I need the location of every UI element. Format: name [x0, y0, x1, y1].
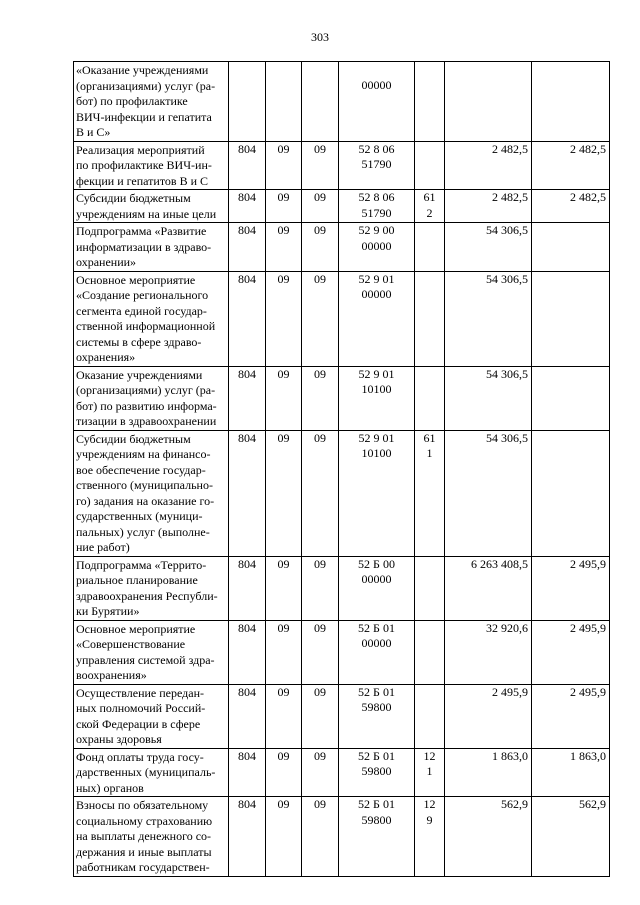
section-code-cell-value: 09 — [277, 223, 290, 237]
subsection-code-cell-value: 09 — [314, 271, 326, 286]
amount-total-cell-value: 1 863,0 — [492, 748, 528, 763]
row-name-line: го) задания на оказание го- — [76, 493, 215, 508]
subsection-code-cell — [302, 271, 339, 366]
amount-federal-cell — [532, 620, 610, 684]
subsection-code-cell-value: 09 — [314, 748, 326, 763]
expense-type-cell — [415, 748, 445, 797]
amount-total-cell — [445, 271, 532, 366]
table-row — [74, 430, 610, 556]
row-name-line: социальному страхованию — [76, 813, 213, 828]
section-code-cell — [266, 556, 302, 620]
row-name-cell — [74, 366, 229, 430]
target-article-cell — [339, 141, 415, 190]
ministry-code-cell-value: 804 — [238, 271, 256, 286]
section-code-cell-value: 09 — [277, 366, 290, 381]
table-row — [74, 141, 610, 190]
row-name-line: учреждениям на финансо- — [76, 447, 211, 461]
row-name-line: сегмента единой государ- — [76, 303, 207, 318]
row-name-line: охранении» — [76, 255, 137, 269]
target-article-line: 00000 — [361, 572, 392, 586]
ministry-code-cell-value: 804 — [238, 620, 256, 635]
target-article-line: 59800 — [361, 812, 392, 827]
section-code-cell — [266, 141, 302, 190]
subsection-code-cell — [302, 141, 339, 190]
row-name-line: учреждениям на иные цели — [76, 206, 217, 221]
section-code-cell-value: 09 — [277, 430, 290, 445]
row-name-line: Осуществление передан- — [76, 685, 205, 700]
subsection-code-cell — [302, 797, 339, 877]
row-name-line: (организациями) услуг (ра- — [76, 383, 216, 397]
target-article-line: 52 9 01 — [358, 366, 395, 381]
ministry-code-cell — [229, 366, 266, 430]
row-name-line: Подпрограмма «Террито- — [76, 557, 207, 572]
section-code-cell — [266, 684, 302, 748]
row-name-line: ных) органов — [76, 780, 144, 795]
subsection-code-cell — [302, 430, 339, 556]
row-name-line: ственной информационной — [76, 319, 216, 333]
target-article-cell — [339, 62, 415, 142]
row-name-line: тизации в здравоохранении — [76, 414, 217, 428]
row-name-line: управления системой здра- — [76, 652, 215, 667]
subsection-code-cell-value: 09 — [314, 141, 326, 156]
row-name-line: ВИЧ-инфекции и гепатита — [76, 109, 212, 124]
amount-total-cell-value: 6 263 408,5 — [471, 556, 528, 571]
row-name-line: Субсидии бюджетным — [76, 191, 191, 205]
row-name-line: информатизации в здраво- — [76, 239, 212, 254]
section-code-cell-value: 09 — [277, 748, 290, 763]
amount-total-cell-value: 2 482,5 — [492, 141, 528, 156]
amount-federal-cell — [532, 271, 610, 366]
amount-federal-cell — [532, 556, 610, 620]
section-code-cell-value: 09 — [277, 797, 290, 811]
expense-type-cell — [415, 620, 445, 684]
target-article-line: 52 8 06 — [358, 141, 395, 156]
amount-total-cell-value: 32 920,6 — [486, 620, 528, 635]
section-code-cell — [266, 190, 302, 223]
table-row — [74, 684, 610, 748]
target-article-line: 10100 — [361, 382, 392, 396]
amount-federal-cell — [532, 748, 610, 797]
subsection-code-cell-value: 09 — [314, 797, 326, 811]
expense-type-cell — [415, 271, 445, 366]
subsection-code-cell — [302, 190, 339, 223]
amount-federal-cell — [532, 684, 610, 748]
target-article-cell — [339, 748, 415, 797]
subsection-code-cell-value: 09 — [314, 430, 326, 445]
expense-type-cell — [415, 797, 445, 877]
ministry-code-cell-value: 804 — [238, 748, 256, 763]
table-row — [74, 748, 610, 797]
subsection-code-cell — [302, 223, 339, 272]
subsection-code-cell-value: 09 — [314, 556, 326, 571]
row-name-line: бот) по профилактике — [76, 94, 188, 108]
subsection-code-cell — [302, 620, 339, 684]
row-name-line: ных полномочий Россий- — [76, 701, 206, 715]
subsection-code-cell — [302, 684, 339, 748]
row-name-line: «Совершенствование — [76, 637, 186, 651]
row-name-line: Основное мероприятие — [76, 272, 196, 287]
table-row — [74, 62, 610, 142]
section-code-cell — [266, 430, 302, 556]
target-article-cell — [339, 190, 415, 223]
target-article-line: 52 9 00 — [358, 223, 395, 237]
row-name-cell — [74, 190, 229, 223]
target-article-line: 52 Б 00 — [358, 556, 395, 571]
row-name-line: Фонд оплаты труда госу- — [76, 749, 204, 764]
target-article-line: 52 8 06 — [358, 190, 395, 204]
target-article-line: 00000 — [361, 77, 392, 92]
target-article-line: 00000 — [361, 287, 392, 301]
ministry-code-cell — [229, 223, 266, 272]
table-row — [74, 366, 610, 430]
target-article-line: 00000 — [361, 636, 392, 650]
row-name-cell — [74, 556, 229, 620]
row-name-cell — [74, 271, 229, 366]
row-name-cell — [74, 797, 229, 877]
expense-type-line: 2 — [426, 205, 433, 220]
target-article-line: 51790 — [361, 205, 392, 220]
row-name-line: здравоохранения Республи- — [76, 588, 218, 603]
amount-federal-cell — [532, 430, 610, 556]
row-name-line: воохранения» — [76, 668, 147, 682]
section-code-cell — [266, 620, 302, 684]
amount-federal-cell — [532, 62, 610, 142]
expense-type-line: 12 — [423, 797, 436, 811]
amount-federal-cell — [532, 190, 610, 223]
ministry-code-cell — [229, 62, 266, 142]
amount-total-cell — [445, 684, 532, 748]
expense-type-cell — [415, 62, 445, 142]
amount-federal-cell — [532, 223, 610, 272]
target-article-line — [341, 62, 412, 78]
target-article-line: 59800 — [361, 700, 392, 714]
page-number: 303 — [311, 30, 329, 44]
target-article-cell — [339, 620, 415, 684]
ministry-code-cell-value: 804 — [238, 366, 256, 381]
table-row — [74, 223, 610, 272]
amount-total-cell — [445, 797, 532, 877]
section-code-cell — [266, 366, 302, 430]
amount-federal-cell-value: 2 482,5 — [570, 141, 606, 156]
row-name-line: работникам государствен- — [76, 860, 210, 874]
subsection-code-cell-value: 09 — [314, 190, 326, 204]
amount-federal-cell-value: 2 482,5 — [570, 190, 606, 204]
row-name-line: бот) по развитию информа- — [76, 398, 217, 413]
section-code-cell-value: 09 — [277, 141, 290, 156]
expense-type-cell — [415, 556, 445, 620]
amount-total-cell-value: 562,9 — [501, 797, 528, 811]
section-code-cell-value: 09 — [277, 684, 290, 699]
subsection-code-cell — [302, 62, 339, 142]
row-name-line: пальных) услуг (выполне- — [76, 524, 210, 539]
target-article-cell — [339, 684, 415, 748]
expense-type-cell — [415, 366, 445, 430]
row-name-cell — [74, 223, 229, 272]
target-article-line: 52 9 01 — [358, 430, 395, 445]
row-name-cell — [74, 620, 229, 684]
amount-total-cell-value: 2 495,9 — [492, 684, 528, 699]
ministry-code-cell — [229, 620, 266, 684]
row-name-line: риальное планирование — [76, 573, 198, 587]
section-code-cell-value: 09 — [277, 620, 290, 635]
ministry-code-cell-value: 804 — [238, 223, 256, 237]
row-name-line: ние работ) — [76, 540, 130, 554]
section-code-cell-value: 09 — [277, 271, 290, 286]
target-article-cell — [339, 223, 415, 272]
row-name-line: «Оказание учреждениями — [76, 63, 209, 77]
target-article-line: 00000 — [361, 238, 392, 253]
amount-total-cell-value: 54 306,5 — [486, 430, 528, 445]
ministry-code-cell — [229, 556, 266, 620]
row-name-line: Взносы по обязательному — [76, 798, 209, 812]
ministry-code-cell — [229, 684, 266, 748]
target-article-line: 52 Б 01 — [358, 748, 395, 763]
amount-total-cell — [445, 748, 532, 797]
row-name-line: вое обеспечение государ- — [76, 462, 206, 477]
amount-total-cell-value: 54 306,5 — [486, 366, 528, 381]
expense-type-cell — [415, 223, 445, 272]
ministry-code-cell — [229, 797, 266, 877]
amount-federal-cell — [532, 141, 610, 190]
row-name-line: держания и иные выплаты — [76, 844, 212, 859]
ministry-code-cell — [229, 271, 266, 366]
ministry-code-cell-value: 804 — [238, 141, 256, 156]
row-name-line: охраны здоровья — [76, 732, 162, 746]
expense-type-cell — [415, 141, 445, 190]
subsection-code-cell-value: 09 — [314, 366, 326, 381]
row-name-line: охранения» — [76, 350, 136, 364]
row-name-line: Реализация мероприятий — [76, 142, 205, 157]
subsection-code-cell — [302, 748, 339, 797]
section-code-cell-value: 09 — [277, 556, 290, 571]
row-name-line: на выплаты денежного со- — [76, 829, 212, 843]
expense-type-line: 1 — [426, 446, 433, 460]
amount-federal-cell-value: 2 495,9 — [570, 556, 606, 571]
row-name-cell — [74, 748, 229, 797]
amount-total-cell-value: 54 306,5 — [486, 223, 528, 237]
section-code-cell — [266, 223, 302, 272]
target-article-line: 52 Б 01 — [358, 620, 395, 635]
amount-total-cell — [445, 223, 532, 272]
target-article-cell — [339, 366, 415, 430]
row-name-line: (организациями) услуг (ра- — [76, 78, 216, 93]
row-name-line: Субсидии бюджетным — [76, 431, 191, 446]
row-name-line: В и С» — [76, 125, 111, 139]
table-row — [74, 190, 610, 223]
section-code-cell — [266, 797, 302, 877]
ministry-code-cell-value: 804 — [238, 556, 256, 571]
table-row — [74, 271, 610, 366]
amount-federal-cell — [532, 797, 610, 877]
amount-federal-cell — [532, 366, 610, 430]
ministry-code-cell — [229, 748, 266, 797]
row-name-line: фекции и гепатитов В и С — [76, 173, 208, 188]
amount-total-cell — [445, 141, 532, 190]
row-name-cell — [74, 141, 229, 190]
target-article-line: 59800 — [361, 764, 392, 778]
ministry-code-cell — [229, 190, 266, 223]
subsection-code-cell — [302, 556, 339, 620]
amount-total-cell-value: 54 306,5 — [486, 271, 528, 286]
ministry-code-cell-value: 804 — [238, 190, 256, 204]
ministry-code-cell-value: 804 — [238, 430, 256, 445]
expense-type-line: 1 — [426, 764, 433, 778]
amount-federal-cell-value: 2 495,9 — [570, 620, 606, 635]
row-name-line: Основное мероприятие — [76, 621, 196, 636]
ministry-code-cell-value: 804 — [238, 797, 256, 811]
row-name-cell — [74, 62, 229, 142]
target-article-cell — [339, 797, 415, 877]
target-article-line: 10100 — [361, 446, 392, 460]
target-article-line: 52 9 01 — [358, 271, 395, 286]
row-name-cell — [74, 430, 229, 556]
ministry-code-cell-value: 804 — [238, 684, 256, 699]
amount-federal-cell-value: 1 863,0 — [570, 748, 606, 763]
amount-total-cell — [445, 430, 532, 556]
target-article-line: 52 Б 01 — [358, 797, 395, 811]
budget-table — [73, 61, 610, 877]
target-article-line: 52 Б 01 — [358, 684, 395, 699]
amount-total-cell — [445, 190, 532, 223]
row-name-line: ской Федерации в сфере — [76, 716, 201, 731]
expense-type-cell — [415, 430, 445, 556]
table-row — [74, 797, 610, 877]
row-name-line: ственного (муниципально- — [76, 478, 213, 492]
expense-type-cell — [415, 684, 445, 748]
table-row — [74, 556, 610, 620]
expense-type-line: 61 — [423, 190, 436, 204]
row-name-line: ки Бурятии» — [76, 604, 140, 618]
row-name-line: «Создание регионального — [76, 288, 209, 302]
expense-type-cell — [415, 190, 445, 223]
amount-total-cell-value: 2 482,5 — [492, 190, 528, 204]
expense-type-line: 12 — [423, 748, 436, 763]
table-row — [74, 620, 610, 684]
row-name-cell — [74, 684, 229, 748]
row-name-line: системы в сфере здраво- — [76, 334, 202, 349]
section-code-cell — [266, 748, 302, 797]
ministry-code-cell — [229, 430, 266, 556]
row-name-line: по профилактике ВИЧ-ин- — [76, 158, 212, 172]
subsection-code-cell — [302, 366, 339, 430]
section-code-cell — [266, 271, 302, 366]
amount-total-cell — [445, 556, 532, 620]
target-article-line: 51790 — [361, 157, 392, 171]
target-article-cell — [339, 430, 415, 556]
amount-total-cell — [445, 620, 532, 684]
target-article-cell — [339, 271, 415, 366]
expense-type-line: 61 — [423, 430, 436, 445]
subsection-code-cell-value: 09 — [314, 620, 326, 635]
row-name-line: Оказание учреждениями — [76, 367, 203, 382]
section-code-cell-value: 09 — [277, 190, 290, 204]
row-name-line: дарственных (муниципаль- — [76, 765, 216, 779]
subsection-code-cell-value: 09 — [314, 684, 326, 699]
row-name-line: Подпрограмма «Развитие — [76, 224, 207, 238]
amount-total-cell — [445, 62, 532, 142]
target-article-cell — [339, 556, 415, 620]
section-code-cell — [266, 62, 302, 142]
row-name-line: сударственных (муници- — [76, 509, 203, 523]
amount-federal-cell-value: 2 495,9 — [570, 684, 606, 699]
ministry-code-cell — [229, 141, 266, 190]
amount-federal-cell-value: 562,9 — [579, 797, 606, 811]
amount-total-cell — [445, 366, 532, 430]
subsection-code-cell-value: 09 — [314, 223, 326, 237]
expense-type-line: 9 — [426, 812, 433, 827]
